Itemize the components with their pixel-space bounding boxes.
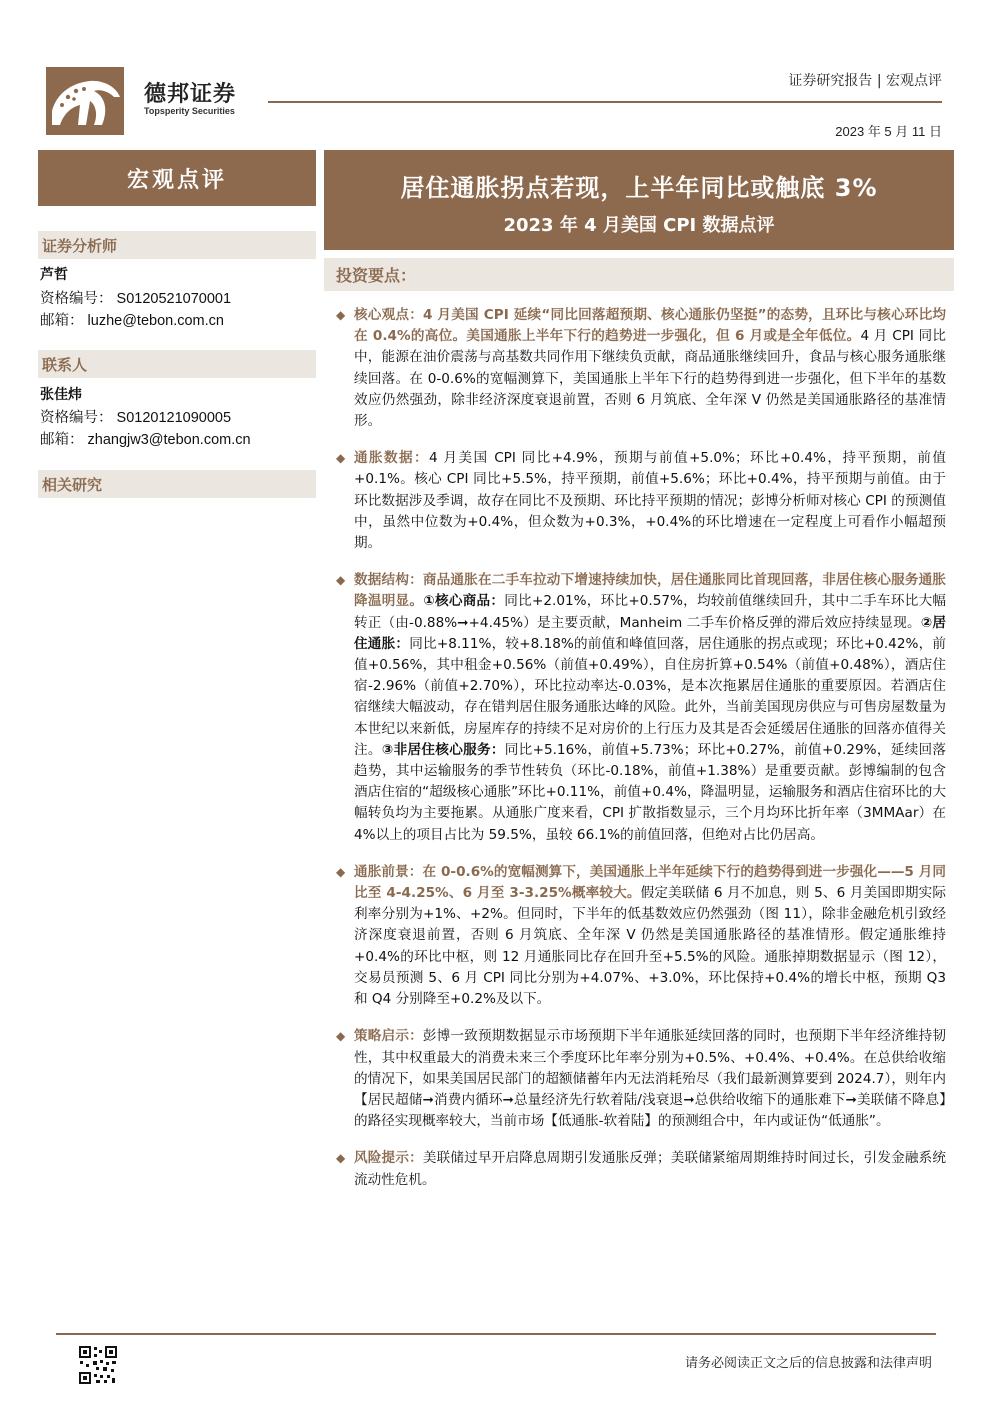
related-research-label: 相关研究 [38,470,316,498]
non-housing-services-label: ③非居住核心服务： [381,741,505,758]
bullet-heading: 通胀数据： [354,450,430,467]
company-logo [46,67,256,137]
contact-section-label: 联系人 [38,350,316,378]
contact-name: 张佳炜 [40,387,82,403]
bullet-inflation-outlook [336,862,946,1010]
bullet-heading: 策略启示： [354,1028,423,1045]
bullet-risk [336,1148,946,1190]
analyst-cert: 资格编号： S0120521070001 [40,291,232,307]
bullet-core-view [336,305,946,432]
bullet-body: 假定美联储 6 月不加息，则 5、6 月美国即期实际利率分别为+1%、+2%。但同时，下半年的低基数效应仍然强劲（图 11），除非金融危机引致经济深度衰退前置，否则 6 月筑底、全年深 V 仍然是美国通胀路径的基准情形。假定通胀维持+0.4%的环比中枢，则 12 月通胀同比存在回升至+5.5%的风险。通胀掉期数据显示（图 12），交易员预测 5、6 月 CPI 同比分别为+4.07%、+3.0%，环比保持+0.4%的增长中枢，预期 Q3 和 Q4 分别降至+0.2%及以下。 [354,885,946,1008]
page-subtitle: 2023 年 4 月美国 CPI 数据点评 [503,215,775,236]
bullet-body: 4 月 CPI 同比中，能源在油价震荡与高基数共同作用下继续负贡献，商品通胀继续回升，食品与核心服务通胀继续回落。在 0-0.6%的宽幅测算下，美国通胀上半年下行的趋势得到进一步强化，但下半年的基数效应仍然强劲，除非经济深度衰退前置，否则 6 月筑底、全年深 V 仍然是美国通胀路径的基准情形。 [354,328,946,430]
bullet-heading: 数据结构：商品通胀在二手车拉动下增速持续加快，居住通胀同比首现回落，非居住核心服务通胀降温明显。 [354,572,946,610]
report-type: 证券研究报告 | 宏观点评 [788,73,942,89]
contact-email[interactable]: 邮箱： zhangjw3@tebon.com.cn [40,432,251,448]
qr-code-icon[interactable] [78,1345,118,1385]
housing-text: 同比+8.11%，较+8.18%的前值和峰值回落，居住通胀的拐点或现；环比+0.42%，前值+0.56%，其中租金+0.56%（前值+0.49%），自住房折算+0.54%（前值+0.48%），酒店住宿-2.96%（前值+2.70%），环比拉动率达-0.03%，是本次拖累居住通胀的重要原因。若酒店住宿继续大幅波动，存在错判居住服务通胀达峰的风险。此外，当前美国现房供应与可售房屋数量为本世纪以来新低，房屋库存的持续不足对房价的上行压力及其是否会延缓居住通胀的回落亦值得关注。 [354,635,946,758]
category-banner: 宏观点评 [38,150,316,206]
bullet-heading: 通胀前景：在 0-0.6%的宽幅测算下，美国通胀上半年延续下行的趋势得到进一步强化——5 月同比至 4-4.25%、6 月至 3-3.25%概率较大。 [354,863,946,902]
analyst-email[interactable]: 邮箱： luzhe@tebon.com.cn [40,313,224,329]
diamond-bullet-icon: ◆ [336,864,346,879]
non-housing-services-text: 同比+5.16%，前值+5.73%；环比+0.27%，前值+0.29%，延续回落趋势，其中运输服务的季节性转负（环比-0.18%，前值+1.38%）是重要贡献。彭博编制的包含酒店住宿的“超级核心通胀”环比+0.11%，前值+0.4%，降温明显，运输服务和酒店住宿环比的大幅转负均为主要拖累。从通胀广度来看，CPI 扩散指数显示，三个月均环比折年率（3MMAar）在 4%以上的项目占比为 59.5%，虽较 66.1%的前值回落，但绝对占比仍居高。 [354,741,947,843]
diamond-bullet-icon: ◆ [336,308,346,322]
page-title: 居住通胀拐点若现，上半年同比或触底 3% [400,174,878,202]
contact-cert: 资格编号： S0120121090005 [40,410,232,426]
bullet-data-structure [336,570,946,846]
bullet-heading: 风险提示： [354,1150,423,1167]
diamond-bullet-icon: ◆ [336,1151,346,1166]
bullet-inflation-data [336,448,946,554]
bullet-strategy [336,1026,946,1132]
diamond-bullet-icon: ◆ [336,573,346,588]
legal-disclaimer: 请务必阅读正文之后的信息披露和法律声明 [684,1356,932,1371]
core-goods-text: 同比+2.01%，环比+0.57%，均较前值继续回升，其中二手车环比大幅转正（由-0.88%➞+4.45%）是主要贡献，Manheim 二手车价格反弹的滞后效应持续显现。 [354,593,947,631]
bullet-body: 4 月美国 CPI 同比+4.9%，预期与前值+5.0%；环比+0.4%，持平预期，前值+0.1%。核心 CPI 同比+5.5%，持平预期，前值+5.6%；环比+0.4%，持平预期与前值。由于环比数据涉及季调，故存在同比不及预期、环比持平预期的情况；彭博分析师对核心 CPI 的预测值中，虽然中位数为+0.4%，但众数为+0.3%，+0.4%的环比增速在一定程度上可看作小幅超预期。 [354,450,946,552]
diamond-bullet-icon: ◆ [336,1029,346,1044]
header-divider [268,101,942,103]
bullet-heading: 核心观点：4 月美国 CPI 延续“同比回落超预期、核心通胀仍坚挺”的态势，且环比与核心环比均在 0.4%的高位。美国通胀上半年下行的趋势进一步强化，但 6 月或是全年低位。 [354,307,946,345]
title-banner [324,150,954,250]
company-name-cn: 德邦证券 [144,82,237,107]
report-date: 2023 年 5 月 11 日 [835,124,942,139]
bullet-body: 彭博一致预期数据显示市场预期下半年通胀延续回落的同时，也预期下半年经济维持韧性，其中权重最大的消费未来三个季度环比年率分别为+0.5%、+0.4%、+0.4%。在总供给收缩的情况下，如果美国居民部门的超额储蓄年内无法消耗殆尽（我们最新测算要到 2024.7），则年内【居民超储➞消费内循环➞总量经济先行软着陆/浅衰退➞总供给收缩下的通胀难下➞美联储不降息】的路径实现概率较大，当前市场【低通胀-软着陆】的预测组合中，年内或证伪“低通胀”。 [354,1028,946,1130]
analyst-section-label: 证券分析师 [38,231,316,259]
key-points-list [336,305,946,1207]
footer-divider [56,1333,936,1335]
leopard-logo-icon [46,67,124,135]
bullet-body: 美联储过早开启降息周期引发通胀反弹；美联储紧缩周期维持时间过长，引发金融系统流动性危机。 [354,1150,946,1188]
housing-label: ②居住通胀： [354,614,947,652]
diamond-bullet-icon: ◆ [336,451,346,466]
analyst-name: 芦哲 [40,267,68,283]
core-goods-label: ①核心商品： [423,593,505,610]
key-points-heading: 投资要点： [324,258,954,291]
company-name-en: Topsperity Securities [144,106,235,116]
